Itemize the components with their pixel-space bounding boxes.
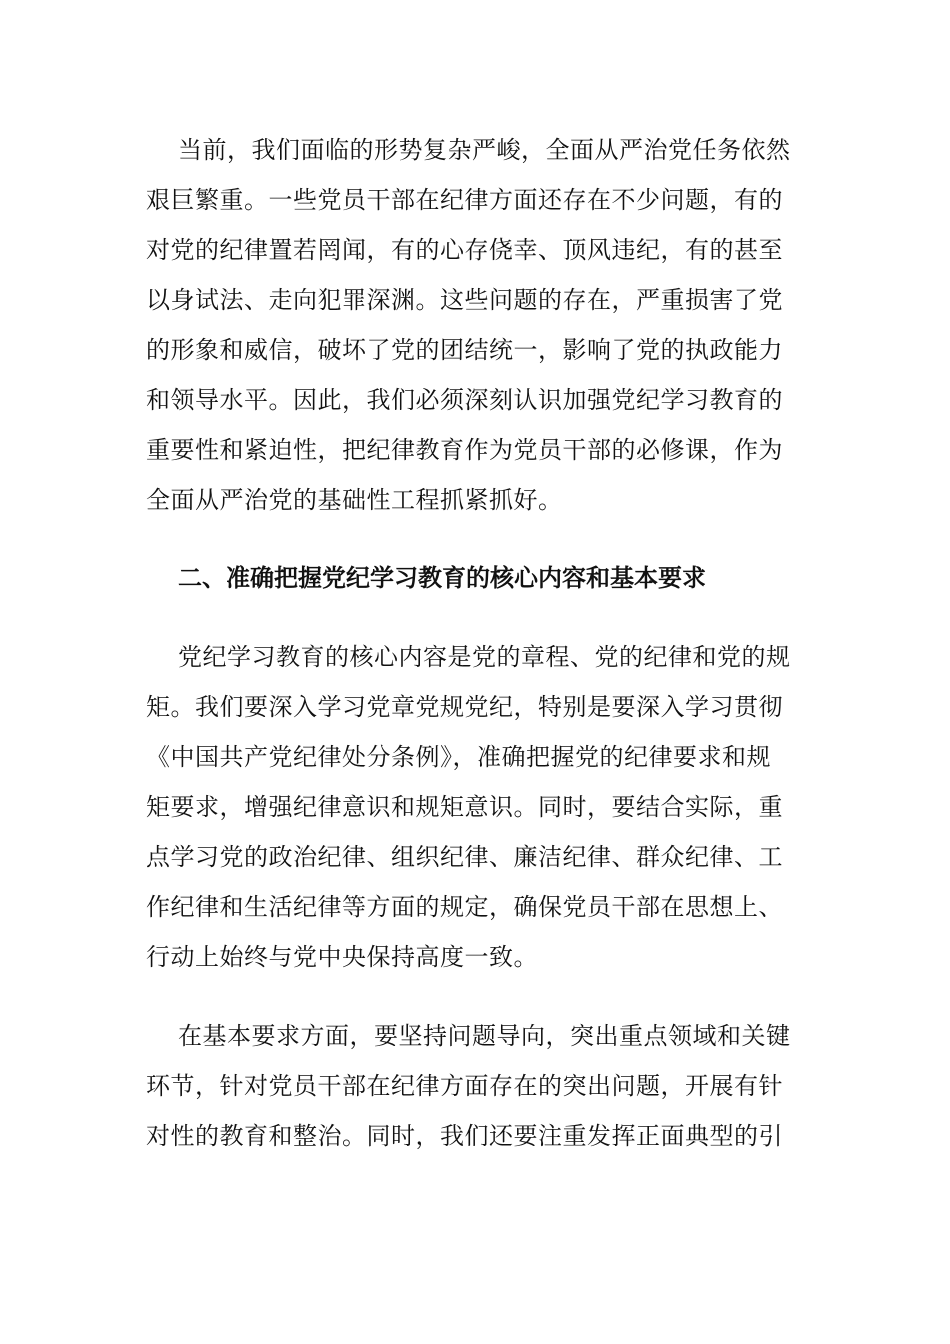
paragraph-line: 当前，我们面临的形势复杂严峻，全面从严治党任务依然 — [178, 136, 791, 164]
paragraph-line: 《中国共产党纪律处分条例》，准确把握党的纪律要求和规 — [146, 743, 771, 771]
paragraph-line: 矩要求，增强纪律意识和规矩意识。同时，要结合实际，重 — [146, 793, 783, 821]
paragraph-line: 全面从严治党的基础性工程抓紧抓好。 — [146, 486, 563, 514]
paragraph-line: 以身试法、走向犯罪深渊。这些问题的存在，严重损害了党 — [146, 286, 783, 314]
paragraph-line: 的形象和威信，破坏了党的团结统一，影响了党的执政能力 — [146, 336, 783, 364]
paragraph-line: 行动上始终与党中央保持高度一致。 — [146, 943, 538, 971]
paragraph-line: 重要性和紧迫性，把纪律教育作为党员干部的必修课，作为 — [146, 436, 783, 464]
paragraph-line: 艰巨繁重。一些党员干部在纪律方面还存在不少问题，有的 — [146, 186, 783, 214]
paragraph-line: 点学习党的政治纪律、组织纪律、廉洁纪律、群众纪律、工 — [146, 843, 783, 871]
paragraph-line: 环节，针对党员干部在纪律方面存在的突出问题，开展有针 — [146, 1072, 783, 1100]
paragraph-line: 和领导水平。因此，我们必须深刻认识加强党纪学习教育的 — [146, 386, 783, 414]
paragraph-line: 作纪律和生活纪律等方面的规定，确保党员干部在思想上、 — [146, 893, 783, 921]
paragraph-line: 对性的教育和整治。同时，我们还要注重发挥正面典型的引 — [146, 1122, 783, 1150]
paragraph-line: 矩。我们要深入学习党章党规党纪，特别是要深入学习贯彻 — [146, 693, 783, 721]
section-heading: 二、准确把握党纪学习教育的核心内容和基本要求 — [178, 564, 706, 592]
paragraph-line: 党纪学习教育的核心内容是党的章程、党的纪律和党的规 — [178, 643, 791, 671]
paragraph-line: 对党的纪律置若罔闻，有的心存侥幸、顶风违纪，有的甚至 — [146, 236, 783, 264]
paragraph-line: 在基本要求方面，要坚持问题导向，突出重点领域和关键 — [178, 1022, 791, 1050]
